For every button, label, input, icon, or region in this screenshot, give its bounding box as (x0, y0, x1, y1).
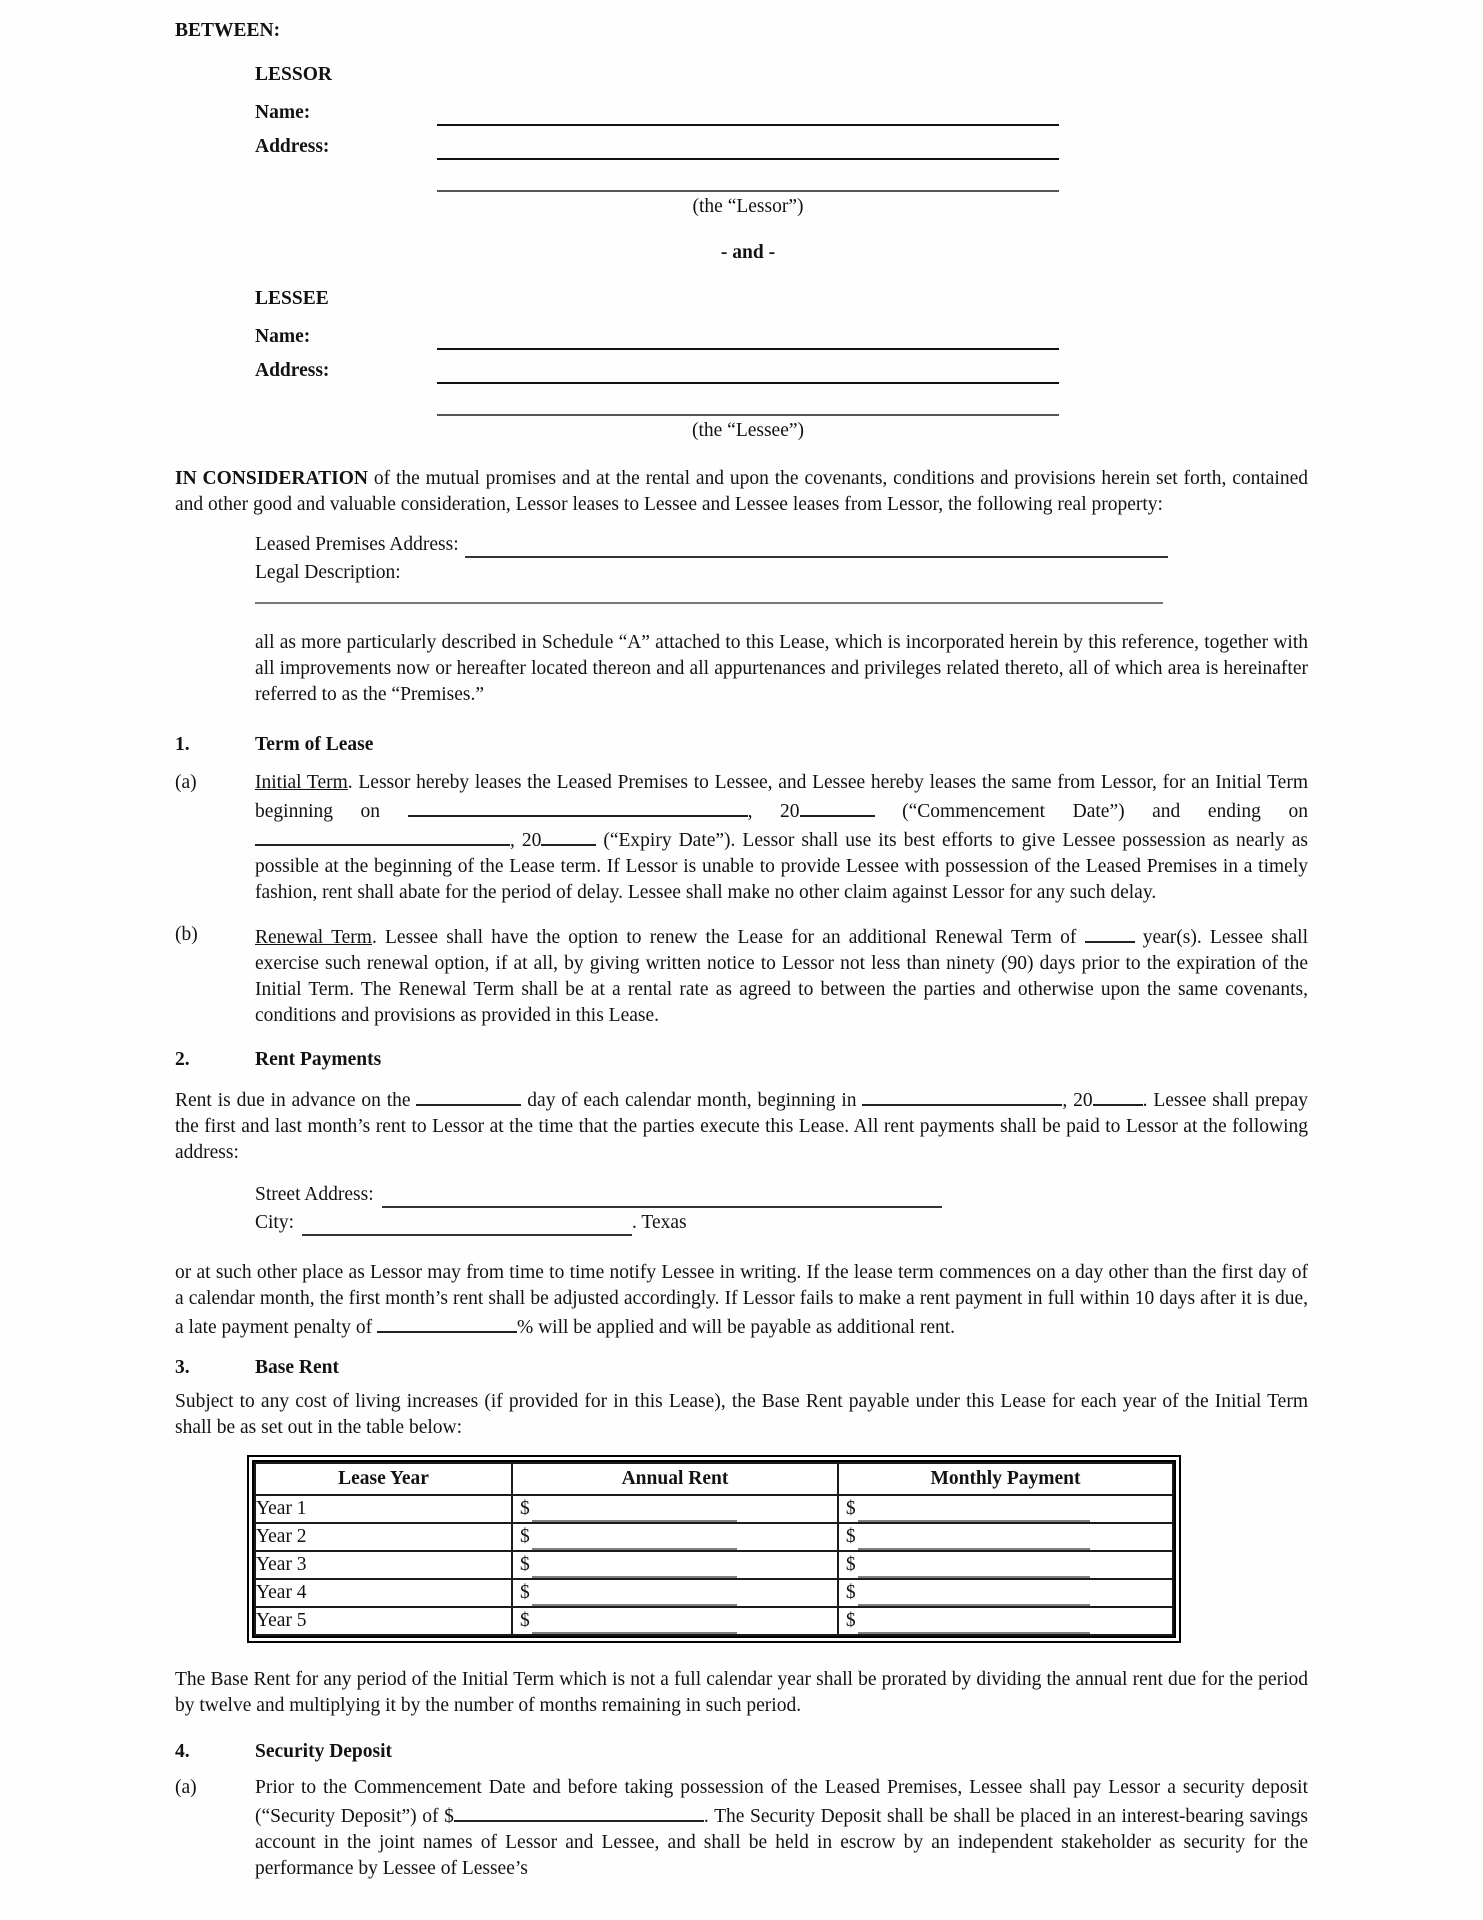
clause-1a-seg1: . Lessor hereby leases the Leased Premises to Lessee, and Lessee hereby leases the same from Lessor, for an Initial Term beginning on (255, 772, 1308, 822)
currency-symbol: $ (845, 1525, 856, 1547)
lessee-name-label: Name: (255, 326, 311, 347)
lease-year-cell: Year 1 (255, 1495, 512, 1523)
rent-day-blank[interactable] (416, 1085, 521, 1106)
base-rent-table (247, 1455, 1181, 1643)
monthly-payment-cell[interactable] (838, 1551, 1173, 1579)
monthly-payment-blank[interactable] (858, 1560, 1090, 1578)
rent-seg4: . Lessee shall prepay the first and last month’s rent to Lessor at the time that the parties execute this Lease. All rent payments shall be paid to Lessor at the following address: (175, 1090, 1309, 1163)
lessee-address-line[interactable] (437, 358, 1059, 384)
section-4-number: 4. (175, 1741, 190, 1762)
consideration-text: of the mutual promises and at the rental and upon the covenants, conditions and provisions herein set forth, contained and other good and valuable consideration, Lessor leases to Lessee and Lessee leases from Lessor, the following real property: (175, 468, 1308, 515)
currency-symbol: $ (520, 1609, 530, 1631)
lessor-alias: (the “Lessor”) (692, 196, 804, 217)
city-line[interactable] (302, 1210, 632, 1236)
table-row (255, 1579, 1173, 1607)
table-row (255, 1607, 1173, 1635)
legal-description-line[interactable] (255, 602, 1163, 604)
lessor-name-label: Name: (255, 102, 311, 123)
lease-year-cell: Year 3 (255, 1551, 512, 1579)
col-header-lease-year: Lease Year (255, 1463, 512, 1495)
consideration-lead: IN CONSIDERATION (175, 468, 368, 489)
other-place-paragraph (175, 1260, 1308, 1341)
clause-1a-seg3: (“Commencement Date”) and ending on (874, 801, 1308, 822)
annual-rent-cell[interactable] (512, 1607, 838, 1635)
penalty-seg2: % will be applied and will be payable as additional rent. (516, 1317, 956, 1338)
lessor-address-label: Address: (255, 136, 330, 157)
currency-symbol: $ (520, 1581, 530, 1603)
section-3-heading: Base Rent (255, 1357, 339, 1378)
currency-symbol: $ (520, 1525, 530, 1547)
rent-begin-year-blank[interactable] (1093, 1085, 1143, 1106)
annual-rent-blank[interactable] (532, 1616, 737, 1634)
clause-4a-seg2: . The Security Deposit shall be shall be placed in an interest-bearing savings account in the joint names of Lessor and Lessee, and shall be held in escrow by an independent stakeholder as security for the performance by Lessee of Lessee’s (255, 1806, 1309, 1879)
clause-1b-seg1: . Lessee shall have the option to renew the Lease for an additional Renewal Term of (371, 927, 1085, 948)
schedule-paragraph: all as more particularly described in Schedule “A” attached to this Lease, which is incorporated herein by this reference, together with all improvements now or hereafter located thereon and all appurtenances and privileges related thereto, all of which area is hereinafter referred to as the “Premises.” (255, 632, 1308, 705)
table-header-row (255, 1463, 1173, 1495)
currency-symbol: $ (845, 1609, 856, 1631)
monthly-payment-blank[interactable] (858, 1588, 1090, 1606)
monthly-payment-blank[interactable] (858, 1532, 1090, 1550)
clause-1b-text (255, 922, 1308, 1029)
lessee-alias: (the “Lessee”) (691, 420, 805, 441)
monthly-payment-cell[interactable] (838, 1579, 1173, 1607)
table-row (255, 1495, 1173, 1523)
city-label: City: (255, 1212, 295, 1233)
legal-description-label: Legal Description: (255, 562, 401, 583)
monthly-payment-blank[interactable] (858, 1504, 1090, 1522)
lease-year-cell: Year 5 (255, 1607, 512, 1635)
base-rent-outro: The Base Rent for any period of the Initial Term which is not a full calendar year shall be prorated by dividing the annual rent due for the period by twelve and multiplying it by the number of months remaining in such period. (175, 1669, 1308, 1716)
section-1-heading-row (175, 732, 1308, 758)
monthly-payment-cell[interactable] (838, 1495, 1173, 1523)
commencement-date-blank[interactable] (408, 796, 748, 817)
clause-1b-row (175, 922, 1308, 1029)
lessee-name-row (255, 324, 1308, 350)
section-4-heading-row (175, 1739, 1308, 1765)
base-rent-intro: Subject to any cost of living increases (if provided for in this Lease), the Base Rent payable under this Lease for each year of the Initial Term shall be as set out in the table below: (175, 1391, 1308, 1438)
rent-due-paragraph (175, 1085, 1308, 1166)
clause-1a-text (255, 770, 1308, 906)
section-2-number: 2. (175, 1049, 190, 1070)
annual-rent-blank[interactable] (532, 1504, 737, 1522)
clause-4a-row (175, 1775, 1308, 1882)
lessor-name-row (255, 100, 1308, 126)
lessor-name-line[interactable] (437, 100, 1059, 126)
clause-1b-seg2: year(s). Lessee shall exercise such renewal option, if at all, by giving written notice to Lessor not less than ninety (90) days prior to the expiration of the Initial Term. The Renewal Term shall be at a rental rate as agreed to between the parties and otherwise upon the same covenants, conditions and provisions as provided in this Lease. (255, 927, 1308, 1026)
annual-rent-cell[interactable] (512, 1495, 838, 1523)
lessor-address-row (255, 134, 1308, 160)
currency-symbol: $ (845, 1581, 856, 1603)
currency-symbol: $ (520, 1497, 530, 1519)
section-2-heading: Rent Payments (255, 1049, 382, 1070)
lessor-address-line[interactable] (437, 134, 1059, 160)
clause-1b-label: (b) (175, 924, 198, 945)
penalty-seg1: or at such other place as Lessor may from time to time notify Lessee in writing. If the lease term commences on a day other than the first day of a calendar month, the first month’s rent shall be adjusted accordingly. If Lessor fails to make a rent payment in full within 10 days after it is due, a late payment penalty of (175, 1262, 1308, 1338)
and-separator: - and - (720, 242, 776, 263)
clause-1a-title: Initial Term (255, 772, 348, 793)
section-2-heading-row (175, 1047, 1308, 1073)
lease-year-cell: Year 4 (255, 1579, 512, 1607)
leased-premises-row (255, 532, 1308, 558)
annual-rent-blank[interactable] (532, 1532, 737, 1550)
monthly-payment-blank[interactable] (858, 1616, 1090, 1634)
street-address-row (255, 1182, 1308, 1208)
commencement-year-blank[interactable] (800, 796, 875, 817)
lessee-heading: LESSEE (255, 288, 329, 309)
section-3-heading-row (175, 1355, 1308, 1381)
consideration-paragraph (175, 466, 1308, 518)
clause-4a-label: (a) (175, 1777, 197, 1798)
col-header-annual-rent: Annual Rent (512, 1463, 838, 1495)
section-3-number: 3. (175, 1357, 190, 1378)
lessee-address-label: Address: (255, 360, 330, 381)
expiry-date-blank[interactable] (255, 825, 510, 846)
table-row (255, 1523, 1173, 1551)
city-row (255, 1210, 1308, 1236)
lessor-address-line-2[interactable] (437, 190, 1059, 192)
late-penalty-blank[interactable] (377, 1312, 517, 1333)
section-1-number: 1. (175, 734, 190, 755)
clause-1a-label: (a) (175, 772, 197, 793)
monthly-payment-cell[interactable] (838, 1523, 1173, 1551)
section-1-heading: Term of Lease (255, 734, 374, 755)
lessee-address-row (255, 358, 1308, 384)
clause-1a-seg5: (“Expiry Date”). Lessor shall use its best efforts to give Lessee possession as nearly as possible at the beginning of the Lease term. If Lessor is unable to provide Lessee with possession of the Leased Premises in a timely fashion, rent shall abate for the period of delay. Lessee shall make no other claim against Lessor for any such delay. (255, 830, 1309, 903)
rent-seg3: , 20 (1062, 1090, 1093, 1111)
lessor-heading: LESSOR (255, 64, 332, 85)
col-header-monthly-payment: Monthly Payment (838, 1463, 1173, 1495)
annual-rent-cell[interactable] (512, 1551, 838, 1579)
expiry-year-blank[interactable] (541, 825, 596, 846)
currency-symbol: $ (845, 1553, 856, 1575)
clause-1a-row (175, 770, 1308, 906)
clause-4a-text (255, 1775, 1308, 1882)
clause-1a-seg2: , 20 (747, 801, 800, 822)
annual-rent-cell[interactable] (512, 1579, 838, 1607)
lease-year-cell: Year 2 (255, 1523, 512, 1551)
rent-seg2: day of each calendar month, beginning in (521, 1090, 863, 1111)
leased-premises-label: Leased Premises Address: (255, 534, 459, 555)
between-label: BETWEEN: (175, 20, 281, 41)
annual-rent-cell[interactable] (512, 1523, 838, 1551)
currency-symbol: $ (520, 1553, 530, 1575)
annual-rent-blank[interactable] (532, 1560, 737, 1578)
rent-seg1: Rent is due in advance on the (175, 1090, 417, 1111)
street-address-line[interactable] (382, 1182, 942, 1208)
lessee-name-line[interactable] (437, 324, 1059, 350)
clause-1b-title: Renewal Term (255, 927, 372, 948)
annual-rent-blank[interactable] (532, 1588, 737, 1606)
monthly-payment-cell[interactable] (838, 1607, 1173, 1635)
lessee-address-line-2[interactable] (437, 414, 1059, 416)
rent-begin-month-blank[interactable] (862, 1085, 1062, 1106)
leased-premises-line[interactable] (465, 532, 1168, 558)
security-deposit-amount-blank[interactable] (454, 1801, 704, 1822)
table-row (255, 1551, 1173, 1579)
street-address-label: Street Address: (255, 1184, 374, 1205)
currency-symbol: $ (845, 1497, 856, 1519)
section-4-heading: Security Deposit (255, 1741, 393, 1762)
clause-1a-seg4: , 20 (510, 830, 542, 851)
renewal-term-years-blank[interactable] (1085, 922, 1135, 943)
city-state-suffix: . Texas (632, 1212, 687, 1233)
clause-4a-seg1: Prior to the Commencement Date and before taking possession of the Leased Premises, Lessee shall pay Lessor a security deposit (“Security Deposit”) of $ (255, 1777, 1308, 1827)
